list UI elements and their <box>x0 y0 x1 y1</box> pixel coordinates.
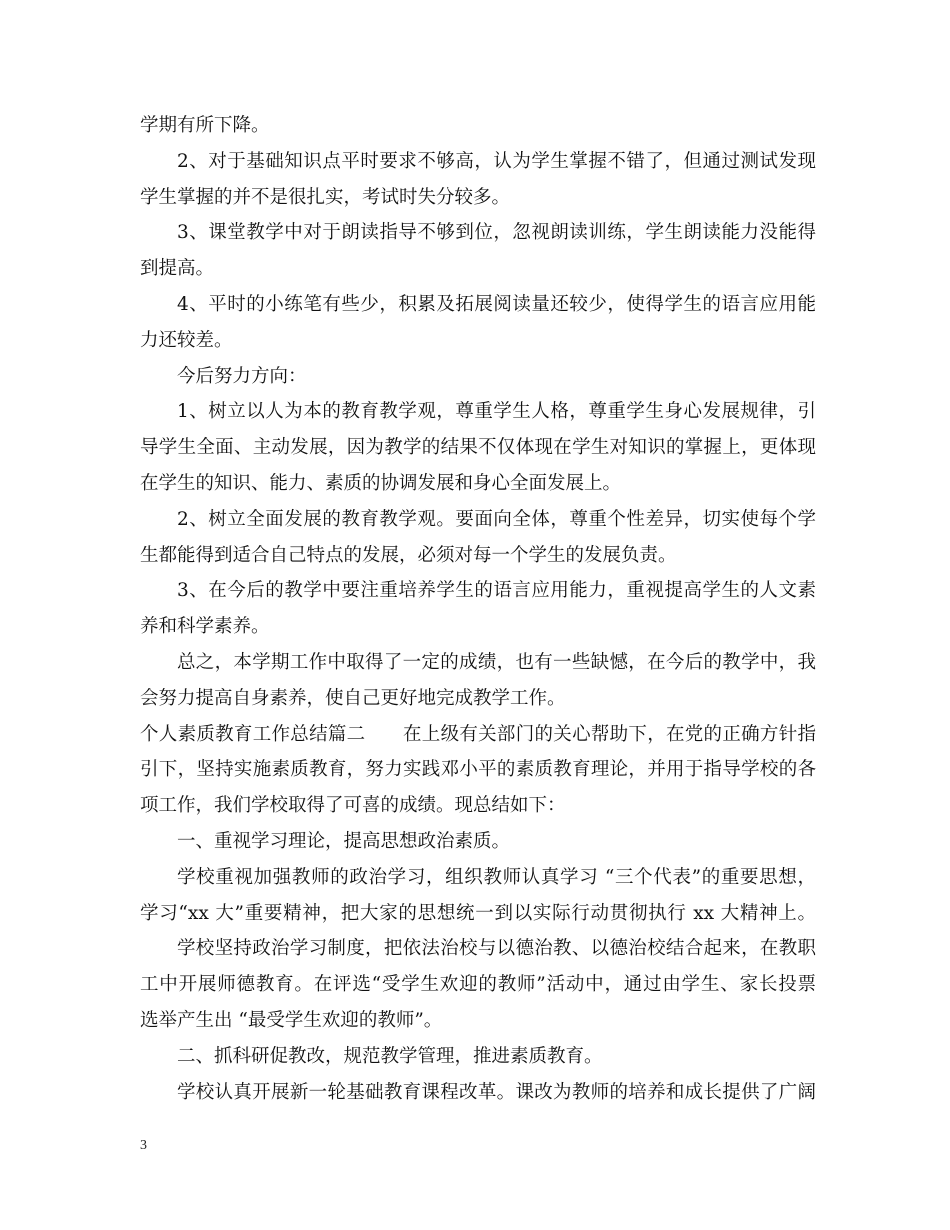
text-line: 总之，本学期工作中取得了一定的成绩，也有一些缺憾，在今后的教学中，我 <box>177 651 816 673</box>
text-line: 学习“xx 大”重要精神，把大家的思想统一到以实际行动贯彻执行 xx 大精神上。 <box>140 902 816 924</box>
text-line: 3、课堂教学中对于朗读指导不够到位，忽视朗读训练，学生朗读能力没能得 <box>177 222 816 244</box>
text-line: 学生掌握的并不是很扎实，考试时失分较多。 <box>140 186 511 208</box>
section-heading: 二、抓科研促教改，规范教学管理，推进素质教育。 <box>177 1045 603 1067</box>
text-line: 学期有所下降。 <box>140 115 270 136</box>
text-line: 养和科学素养。 <box>140 616 270 638</box>
text-line: 力还较差。 <box>140 329 233 351</box>
text-line: 4、平时的小练笔有些少，积累及拓展阅读量还较少，使得学生的语言应用能 <box>177 293 816 315</box>
text-line: 2、对于基础知识点平时要求不够高，认为学生掌握不错了，但通过测试发现 <box>177 150 816 172</box>
page-number: 3 <box>140 1138 147 1153</box>
text-line: 2、树立全面发展的教育教学观。要面向全体，尊重个性差异，切实使每个学 <box>177 508 816 530</box>
text-line: 在学生的知识、能力、素质的协调发展和身心全面发展上。 <box>140 472 622 494</box>
section-heading: 今后努力方向： <box>177 365 307 387</box>
text-line: 3、在今后的教学中要注重培养学生的语言应用能力，重视提高学生的人文素 <box>177 580 816 602</box>
text-line: 学校坚持政治学习制度，把依法治校与以德治教、以德治校结合起来，在教职 <box>177 938 816 960</box>
text-line: 项工作，我们学校取得了可喜的成绩。现总结如下： <box>140 795 566 817</box>
text-line: 工中开展师德教育。在评选“受学生欢迎的教师”活动中，通过由学生、家长投票 <box>140 974 816 996</box>
text-line: 生都能得到适合自己特点的发展，必须对每一个学生的发展负责。 <box>140 544 677 566</box>
text-line: 学校认真开展新一轮基础教育课程改革。课改为教师的培养和成长提供了广阔 <box>177 1081 816 1103</box>
text-line: 1、树立以人为本的教育教学观，尊重学生人格，尊重学生身心发展规律，引 <box>177 401 816 423</box>
text-line: 学校重视加强教师的政治学习，组织教师认真学习 “三个代表”的重要思想， <box>177 866 816 888</box>
text-line: 到提高。 <box>140 258 215 280</box>
text-line: 会努力提高自身素养，使自己更好地完成教学工作。 <box>140 687 566 709</box>
section-heading: 一、重视学习理论，提高思想政治素质。 <box>177 830 511 852</box>
text-line: 引下，坚持实施素质教育，努力实践邓小平的素质教育理论，并用于指导学校的各 <box>140 759 816 781</box>
text-line: 导学生全面、主动发展，因为教学的结果不仅体现在学生对知识的掌握上，更体现 <box>140 437 816 459</box>
text-line: 选举产生出 “最受学生欢迎的教师”。 <box>140 1009 443 1031</box>
document-body <box>140 108 816 1110</box>
section-title-line: 个人素质教育工作总结篇二 在上级有关部门的关心帮助下，在党的正确方针指 <box>140 723 816 745</box>
